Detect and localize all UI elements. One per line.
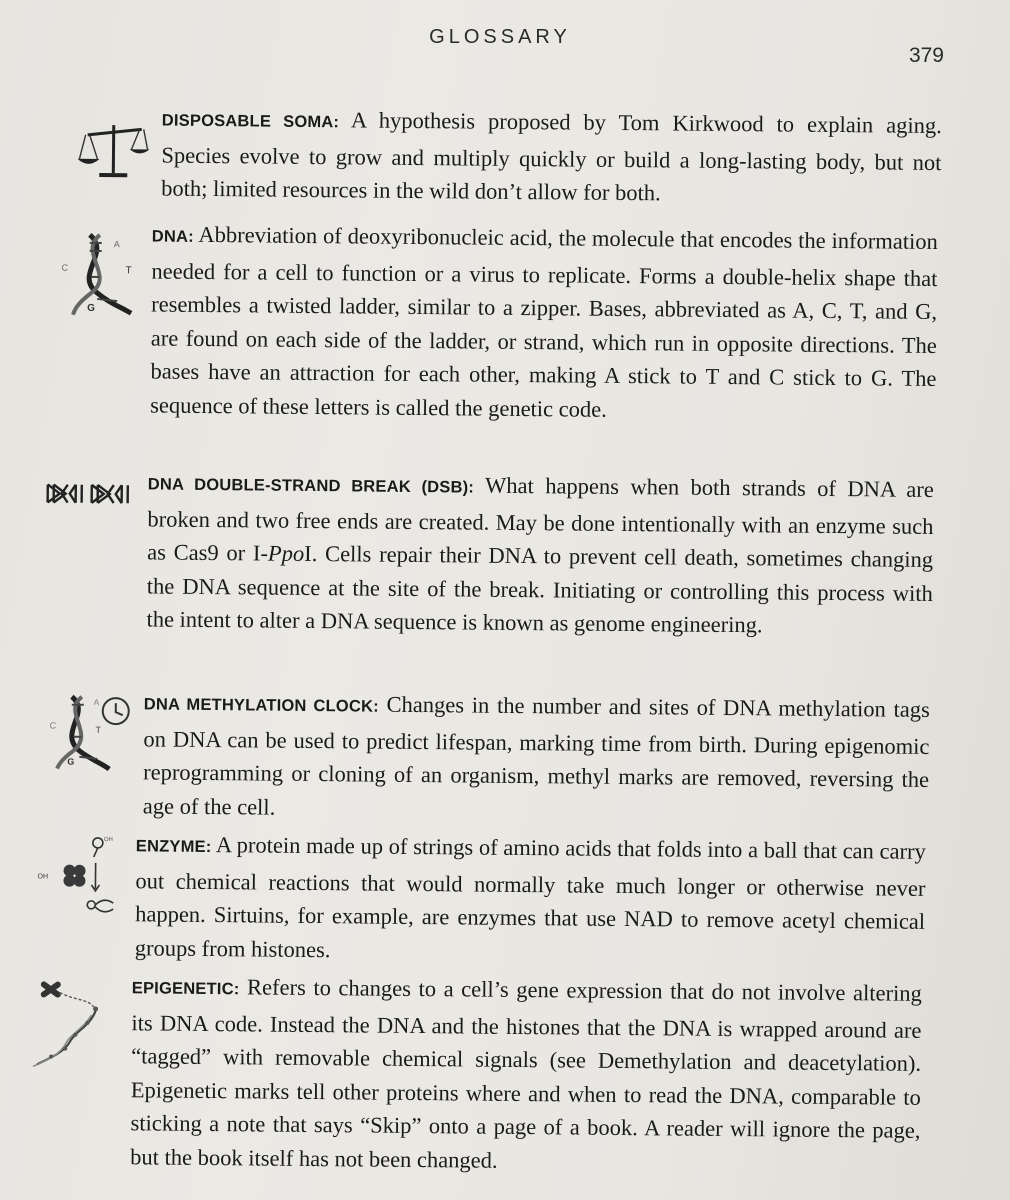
entry-definition: I. Cells repair their DNA to prevent cell death, sometimes changing the DNA sequence at the site of the break. Initiating or controlling this process with the intent to alter a DNA sequence is known as genome engineering. (146, 540, 934, 638)
entry-definition: Abbreviation of deoxyribonucleic acid, the molecule that encodes the information needed for a cell to function or a virus to replicate. Forms a double-helix shape that resembles a twisted ladder, similar to a zipper. Bases, abbreviated as A, C, T, and G, are found on each side of the ladder, or strand, which run in opposite directions. The bases have an attraction for each other, making A stick to T and C stick to G. The sequence of these letters is called the genetic code. (150, 221, 938, 422)
entry-text (130, 969, 922, 1181)
dna-base-label: C (49, 720, 57, 731)
entry-definition: Refers to changes to a cell’s gene expression that do not involve altering its DNA code. Instead the DNA and the histones that the DNA is wrapped around are “tagged” with removable chemical signals (see Demethylation and deacetylation). Epigenetic marks tell other proteins where and when to read the DNA, comparable to sticking a note that says “Skip” onto a page of a book. A reader will ignore the page, but the book itself has not been changed. (130, 974, 922, 1173)
entry-text (150, 217, 938, 429)
entry-definition: Changes in the number and sites of DNA methylation tags on DNA can be used to predict lifespan, marking time from birth. During epigenomic reprogramming or cloning of an organism, methyl marks are removed, reversing the age of the cell. (142, 691, 930, 820)
dna-base-label: A (93, 697, 100, 707)
chromosome-icon (29, 976, 120, 1073)
dna-break-icon (46, 482, 136, 505)
glossary-entry-dna-methylation-clock (0, 684, 1010, 820)
entry-definition: A protein made up of strings of amino acids that folds into a ball that can carry out chemical reactions that would normally take much longer or otherwise never happen. Sirtuins, for example, are enzymes that use NAD to remove acetyl chemical groups from histones. (134, 832, 926, 962)
running-head: GLOSSARY (429, 26, 571, 48)
glossary-entry-dna (0, 216, 1010, 422)
entry-text (161, 102, 942, 213)
dna-clock-icon (49, 692, 142, 773)
entry-term: DNA: (151, 227, 194, 246)
entry-term: EPIGENETIC: (131, 979, 240, 999)
dna-base-label: G (87, 302, 95, 314)
entry-definition: What happens when both strands of DNA are broken and two free ends are created. May be done intentionally with an enzyme such as Cas9 or I- (147, 472, 934, 566)
entry-term: DNA DOUBLE-STRAND BREAK (DSB): (147, 475, 475, 497)
entry-text (135, 827, 926, 972)
entry-term: DISPOSABLE SOMA: (161, 111, 340, 132)
entry-term: ENZYME: (135, 837, 212, 857)
entry-definition: A hypothesis proposed by Tom Kirkwood to explain aging. Species evolve to grow and multiply quickly or build a long-lasting body, but not both; limited resources in the wild don’t allow for both. (161, 107, 942, 206)
hydroxyl-label: OH (37, 873, 49, 881)
dna-helix-icon (59, 231, 142, 318)
entry-term: DNA METHYLATION CLOCK: (143, 695, 379, 716)
glossary-entry-dna-double-strand-break (0, 464, 1010, 638)
balance-scale-icon (77, 119, 150, 182)
dna-base-label: G (67, 756, 75, 767)
entry-definition-italic: Ppo (267, 540, 305, 566)
entry-text (143, 685, 930, 830)
dna-base-label: T (125, 265, 132, 277)
enzyme-reaction-icon (37, 830, 134, 927)
dna-base-label: A (113, 239, 120, 250)
hydroxyl-label: OH (103, 836, 113, 844)
dna-base-label: T (95, 724, 102, 735)
dna-base-label: C (61, 262, 69, 273)
page-number: 379 (908, 44, 944, 67)
entry-text (146, 465, 934, 643)
glossary-entry-disposable-soma (0, 100, 1010, 206)
